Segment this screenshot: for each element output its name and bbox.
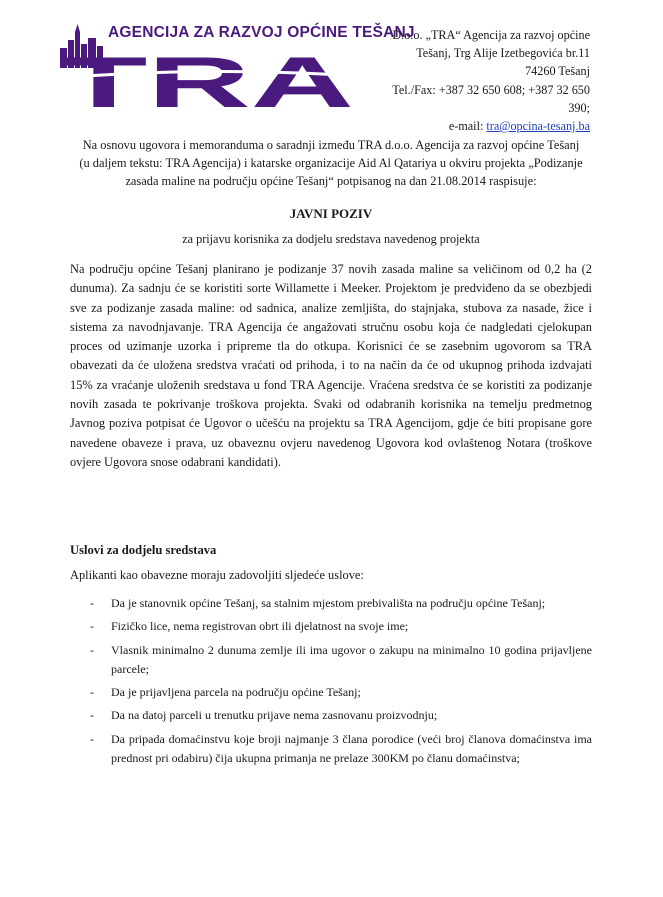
list-item [70,641,592,680]
logo-tagline: AGENCIJA ZA RAZVOJ OPĆINE TEŠANJ [108,24,415,41]
list-dash: - [90,708,94,723]
contact-line: 74260 Tešanj [525,64,590,79]
list-item-text: Fizičko lice, nema registrovan obrt ili djelatnost na svoje ime; [111,619,409,634]
email-line [350,117,590,135]
logo-wordmark: TRA [60,43,354,110]
list-item-text: Da na datoj parceli u trenutku prijave nema zasnovanu proizvodnju; [111,708,438,723]
document-subtitle: za prijavu korisnika za dodjelu sredstava navedenog projekta [182,232,480,246]
list-dash: - [90,731,94,746]
list-dash: - [90,596,94,610]
list-item-text: Da je prijavljena parcela na području općine Tešanj; [111,685,361,700]
intro-line: zasada maline na području općine Tešanj“ potpisanog na dan 21.08.2014 raspisuje: [125,174,537,189]
intro-line: Na osnovu ugovora i memoranduma o saradnji između TRA d.o.o. Agencija za razvoj općine Tešanj [82,138,580,152]
conditions-heading: Uslovi za dodjelu sredstava [70,543,217,557]
document-title: JAVNI POZIV [289,206,373,221]
list-item [70,617,592,636]
email-label: e-mail: [448,119,484,134]
tra-logo [58,18,415,110]
list-item [70,683,592,702]
list-item-text: Da pripada domaćinstvu koje broji najmanje 3 člana porodice (veći broj članova domaćinstva ima prednost pri odabiru) čija ukupna primanja ne prelaze 300KM po članu domaćinstva; [111,731,592,766]
list-dash: - [90,642,94,657]
contact-line: Tešanj, Trg Alije Izetbegovića br.11 [416,46,590,61]
list-item-text: Da je stanovnik općine Tešanj, sa stalnim mjestom prebivališta na području općine Tešanj; [111,596,546,610]
intro-line: (u daljem tekstu: TRA Agencija) i katarske organizacije Aid Al Qatariya u okviru projekta „Podizanje [79,156,583,171]
list-item [70,706,592,725]
contact-line: Tel./Fax: +387 32 650 608; +387 32 650 [392,82,590,97]
contact-block [350,26,590,135]
email-link[interactable]: tra@opcina-tesanj.ba [486,119,590,134]
list-dash: - [90,619,94,634]
list-item [70,730,592,769]
conditions-list [70,594,592,772]
body-paragraph: Na području općine Tešanj planirano je podizanje 37 novih zasada maline sa veličinom od 0,2 ha (2 dunuma). Za sadnju će se koristiti sorte Willamette i Meeker. Projektom je predviđeno da se obezbjedi sve za podizanje zasada maline: od sadnica, analize zemljišta, do stajnjaka, stubova za nasade, žice i sistema za navodnjavanje. TRA Agencija će angažovati stručnu osobu koja će nadgledati cjelokupan proces od uzimanje uzorka i pripreme tla do otkupa. Korisnici će se zasebnim ugovorom sa TRA obavezati da će uložena sredstva vraćati od prihoda, i to na način da će od ukupnog prihoda izdvajati 15% za vraćanje uloženih sredstava u fond TRA Agencije. Vraćena sredstva će se koristiti za podizanje novih zasada te pokrivanje troškova projekta. Svaki od odabranih korisnika na temelju predmetnog Javnog poziva potpisat će Ugovor o učešću na projektu sa TRA Agencijom, gdje će biti propisane gore navedene obaveze i prava, uz obaveznu ovjeru navedenog Ugovora kod ovlaštenog Notara (troškove ovjere Ugovora snose odabrani kandidati). [70,262,592,469]
intro-paragraph [70,136,592,191]
list-item-text: Vlasnik minimalno 2 dunuma zemlje ili ima ugovor o zakupu na minimalno 10 godina prijavljene parcele; [111,642,592,676]
contact-line: D.o.o. „TRA“ Agencija za razvoj općine [392,28,590,42]
conditions-intro: Aplikanti kao obavezne moraju zadovoljiti sljedeće uslove: [70,568,364,582]
contact-line: 390; [568,100,590,115]
list-item [70,594,592,613]
list-dash: - [90,685,94,700]
